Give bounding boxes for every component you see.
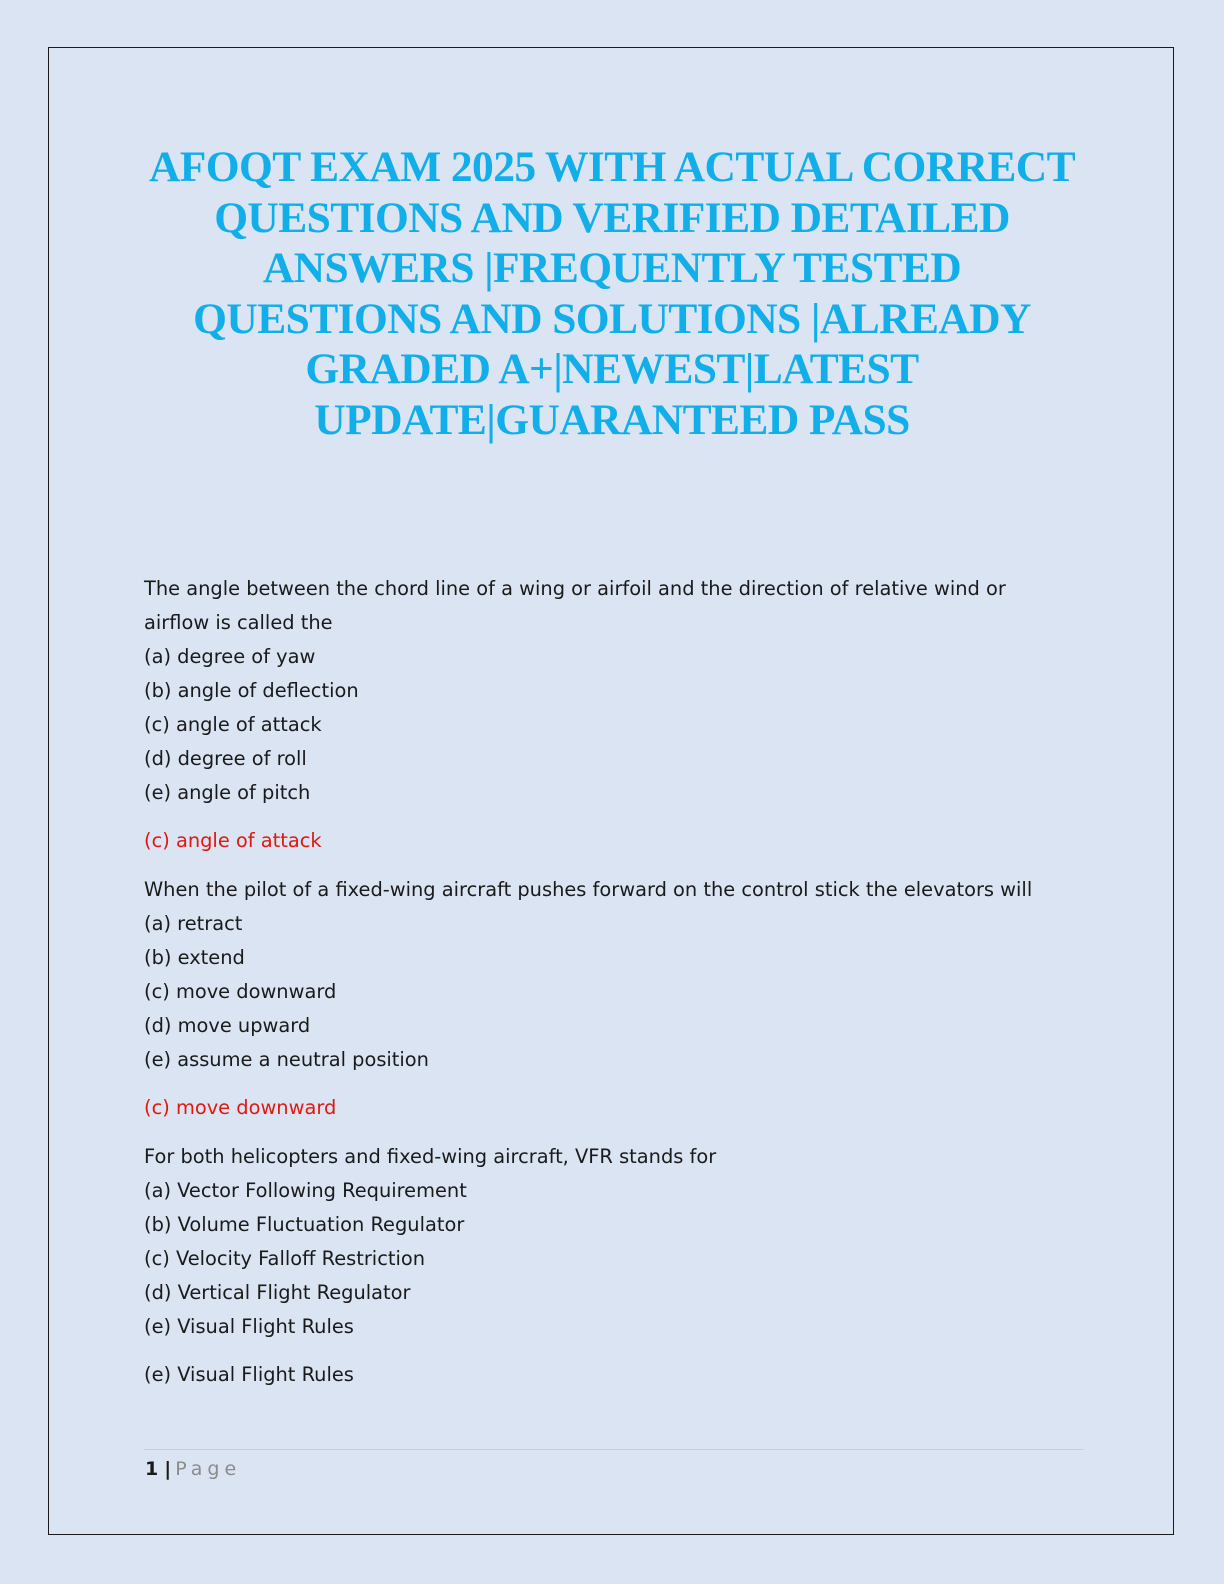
answer-option: (a) degree of yaw	[144, 645, 316, 668]
title-line: ANSWERS |FREQUENTLY TESTED	[262, 244, 962, 292]
answer-option: (e) Visual Flight Rules	[144, 1315, 354, 1338]
question-stem: For both helicopters and fixed-wing aircraft, VFR stands for	[144, 1145, 717, 1168]
title-line: AFOQT EXAM 2025 WITH ACTUAL CORRECT	[148, 143, 1076, 191]
question-stem: airflow is called the	[144, 611, 333, 634]
answer-option: (e) angle of pitch	[144, 781, 311, 804]
question-stem: The angle between the chord line of a wing or airfoil and the direction of relative wind or	[144, 577, 1006, 600]
answer-option: (d) Vertical Flight Regulator	[144, 1281, 411, 1304]
question-block	[144, 1140, 1084, 1392]
question-list	[144, 572, 1084, 1407]
question-stem: When the pilot of a fixed-wing aircraft pushes forward on the control stick the elevators will	[144, 878, 1033, 901]
answer-option: (b) angle of deflection	[144, 679, 359, 702]
answer-option: (e) assume a neutral position	[144, 1048, 429, 1071]
answer-option: (b) extend	[144, 946, 245, 969]
correct-answer: (e) Visual Flight Rules	[144, 1363, 354, 1386]
answer-option: (b) Volume Fluctuation Regulator	[144, 1213, 465, 1236]
page-label: Page	[175, 1458, 242, 1480]
answer-option: (c) move downward	[144, 980, 337, 1003]
footer-separator: |	[164, 1458, 172, 1480]
answer-option: (c) angle of attack	[144, 713, 322, 736]
answer-option: (a) retract	[144, 912, 243, 935]
question-block	[144, 572, 1084, 858]
answer-option: (d) move upward	[144, 1014, 311, 1037]
page-footer	[145, 1452, 241, 1486]
correct-answer: (c) move downward	[144, 1096, 337, 1119]
footer-divider	[144, 1449, 1084, 1450]
question-block	[144, 873, 1084, 1125]
title-line: GRADED A+|NEWEST|LATEST	[305, 345, 919, 393]
answer-option: (c) Velocity Falloff Restriction	[144, 1247, 426, 1270]
title-line: QUESTIONS AND SOLUTIONS |ALREADY	[193, 294, 1031, 343]
page-number: 1	[145, 1458, 159, 1480]
title-line: UPDATE|GUARANTEED PASS	[314, 395, 910, 444]
answer-option: (a) Vector Following Requirement	[144, 1179, 467, 1202]
answer-option: (d) degree of roll	[144, 747, 307, 770]
correct-answer: (c) angle of attack	[144, 829, 322, 852]
title-line: QUESTIONS AND VERIFIED DETAILED	[214, 193, 1010, 242]
document-title	[130, 142, 1094, 445]
